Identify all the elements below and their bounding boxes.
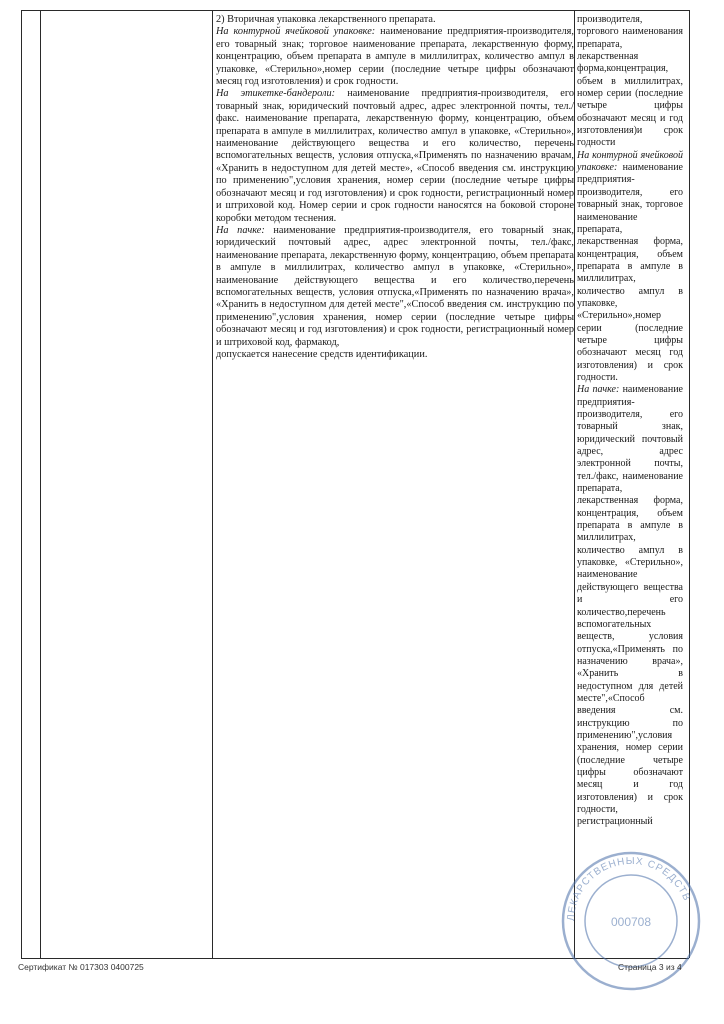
certificate-number: Сертификат № 017303 0400725 [18, 962, 144, 972]
right-intro-text: производителя, торгового наименования препарата, лекарственная форма,концентрация, объем в миллилитрах, номер серии (последние четыре цифры обозначают месяц и год изготовления)и срок годности [577, 14, 683, 149]
official-stamp [556, 846, 706, 996]
section-heading: 2) Вторичная упаковка лекарственного препарата. [216, 14, 436, 25]
middle-column-text [216, 14, 574, 361]
pack-paragraph [216, 225, 574, 349]
pack-label: На пачке: [216, 224, 265, 236]
identification-line: допускается нанесение средств идентификации. [216, 348, 428, 360]
contour-text: наименование предприятия-производителя, его товарный знак; торговое наименование препарата, лекарственную форму, концентрацию, объем препарата в ампуле в миллилитрах, количество ампул в упаковке, «Стерильно»,номер серии (последние четыре цифры обозначают месяц год изготовления) и срок годности. [216, 26, 574, 88]
table-column-divider-3 [574, 10, 575, 958]
table-column-divider-2 [212, 10, 213, 958]
right-contour-text: наименование предприятия-производителя, его товарный знак, торговое наименование препарата, лекарственная форма, концентрация, объем препарата в ампуле в миллилитрах, количество ампул в упаковке, «Стерильно»,номер серии (последние четыре цифры обозначают месяц год изготовления) и срок годности. [577, 162, 683, 383]
stamp-number: 000708 [610, 915, 652, 929]
table-border-left [21, 10, 22, 958]
pack-text: наименование предприятия-производителя, его товарный знак, юридический почтовый адрес, адрес электронной почты, тел./факс, наименование препарата, лекарственную форму, концентрацию, объем препарата в ампуле в миллилитрах, количество ампул в упаковке, «Стерильно», наименование действующего вещества и его количество,перечень вспомогательных веществ, условия отпуска,«Применять по назначению врача», «Хранить в недоступном для детей месте",«Способ введения см. инструкцию по применению",условия хранения, номер серии (последние четыре цифры обозначают месяц и год изготовления) и срок годности, регистрационный номер и штриховой код, фармакод, [216, 224, 574, 348]
right-contour-paragraph [577, 150, 683, 385]
table-border-right [689, 10, 690, 958]
page-number: Страница 3 из 4 [618, 962, 682, 972]
contour-paragraph [216, 26, 574, 88]
right-column-text [577, 14, 683, 829]
table-top-border [21, 10, 689, 11]
right-pack-label: На пачке: [577, 384, 620, 396]
contour-label: На контурной ячейковой упаковке: [216, 26, 376, 38]
right-pack-paragraph [577, 384, 683, 828]
right-contour-label: На контурной ячейковой упаковке: [577, 149, 683, 174]
table-column-divider-1 [40, 10, 41, 958]
right-pack-text: наименование предприятия-производителя, его товарный знак, юридический почтовый адрес, адрес электронной почты, тел./факс, наименование препарата, лекарственная форма, концентрация, объем препарата в ампуле в миллилитрах, количество ампул в упаковке, «Стерильно», наименование действующего вещества и его количество,перечень вспомогательных веществ, условия отпуска,«Применять по назначению врача», «Хранить в недоступном для детей месте",«Способ введения см. инструкцию по применению",условия хранения, номер серии (последние четыре цифры обозначают месяц и год изготовления) и срок годности, регистрационный [577, 384, 683, 828]
banderol-label: На этикетке-бандероли: [216, 88, 336, 100]
svg-text:ЛЕКАРСТВЕННЫХ СРЕДСТВ [566, 856, 692, 921]
banderol-paragraph [216, 88, 574, 224]
banderol-text: наименование предприятия-производителя, его товарный знак, юридический почтовый адрес, адрес электронной почты, тел./факс. наименование препарата, лекарственную форму, концентрацию, объем препарата в ампуле в миллилитрах, количество ампул в упаковке, «Стерильно», наименование действующего вещества и его количество, перечень вспомогательных веществ, условия отпуска,«Применять по назначению врачам, «Хранить в недоступном для детей месте», «Способ введения см. инструкцию по применению",условия хранения, номер серии (последние четыре цифры обозначают месяц и год изготовления) и срок годности, регистрационный номер и штриховой код. Номер серии и срок годности наносятся на боковой стороне коробки методом теснения. [216, 88, 574, 224]
stamp-ring-text: ЛЕКАРСТВЕННЫХ СРЕДСТВ [565, 855, 693, 922]
